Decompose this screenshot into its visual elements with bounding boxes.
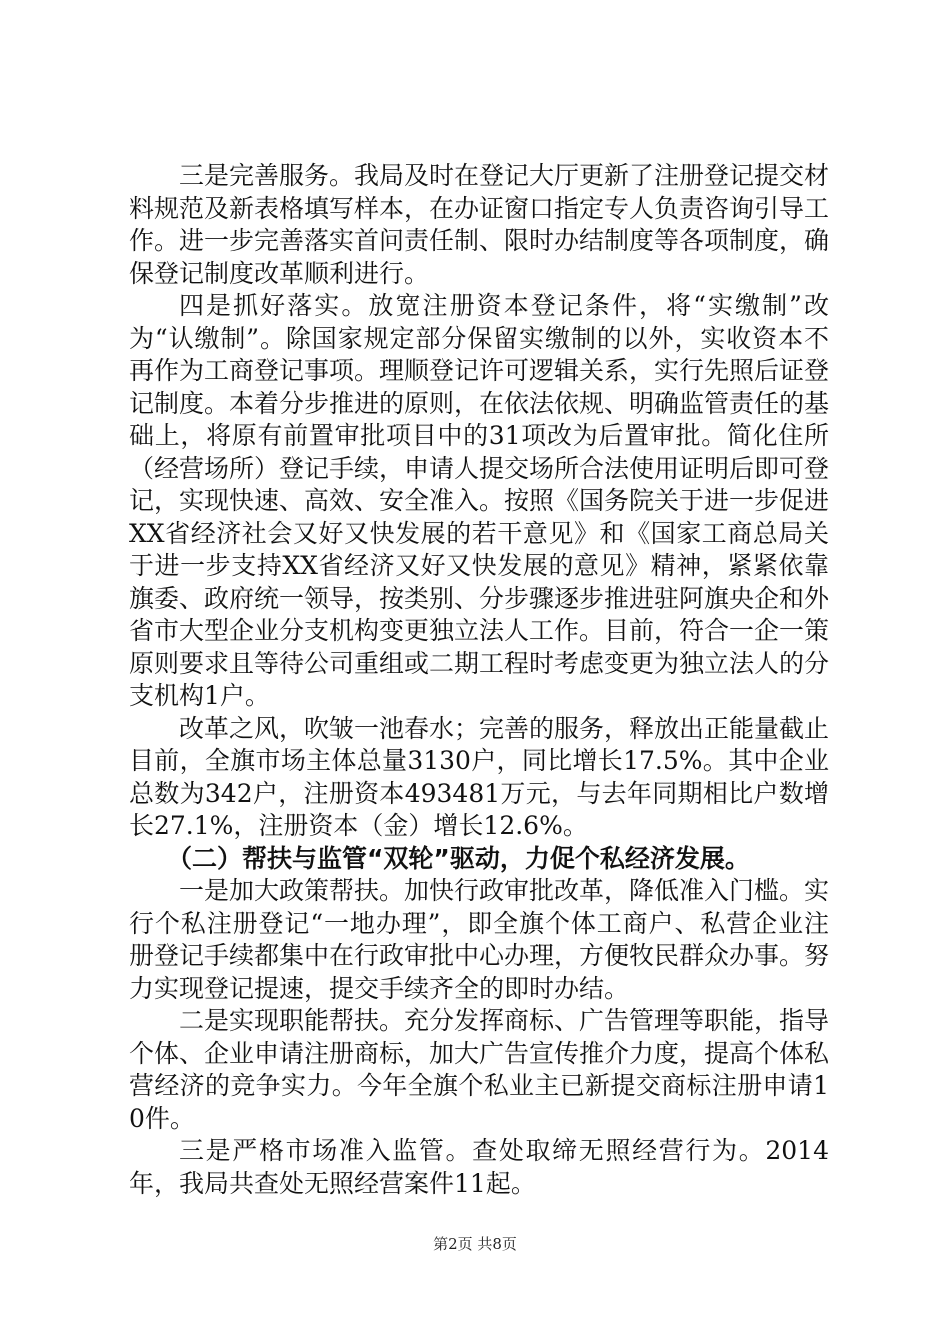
paragraph-implementation: 四是抓好落实。放宽注册资本登记条件，将“实缴制”改为“认缴制”。除国家规定部分保留实缴制的以外，实收资本不再作为工商登记事项。理顺登记许可逻辑关系，实行先照后证登记制度。本着分步推进的原则，在依法依规、明确监管责任的基础上，将原有前置审批项目中的31项改为后置审批。简化住所（经营场所）登记手续，申请人提交场所合法使用证明后即可登记，实现快速、高效、安全准入。按照《国务院关于进一步促进XX省经济社会又好又快发展的若干意见》和《国家工商总局关于进一步支持XX省经济又好又快发展的意见》精神，紧紧依靠旗委、政府统一领导，按类别、分步骤逐步推进驻阿旗央企和外省市大型企业分支机构变更独立法人工作。目前，符合一企一策原则要求且等待公司重组或二期工程时考虑变更为独立法人的分支机构1户。: [129, 291, 830, 710]
paragraph-function-support: 二是实现职能帮扶。充分发挥商标、广告管理等职能，指导个体、企业申请注册商标，加大广告宣传推介力度，提高个体私营经济的竞争实力。今年全旗个私业主已新提交商标注册申请10件。: [129, 1006, 830, 1133]
paragraph-reform-results: 改革之风，吹皱一池春水；完善的服务，释放出正能量截止目前，全旗市场主体总量3130户，同比增长17.5%。其中企业总数为342户，注册资本493481万元，与去年同期相比户数增长27.1%，注册资本（金）增长12.6%。: [129, 713, 830, 840]
paragraph-improve-service: 三是完善服务。我局及时在登记大厅更新了注册登记提交材料规范及新表格填写样本，在办证窗口指定专人负责咨询引导工作。进一步完善落实首问责任制、限时办结制度等各项制度，确保登记制度改革顺利进行。: [129, 161, 830, 288]
paragraph-market-supervision: 三是严格市场准入监管。查处取缔无照经营行为。2014年，我局共查处无照经营案件11起。: [129, 1136, 829, 1198]
paragraph-policy-support: 一是加大政策帮扶。加快行政审批改革，降低准入门槛。实行个私注册登记“一地办理”，即全旗个体工商户、私营企业注册登记手续都集中在行政审批中心办理，方便牧民群众办事。努力实现登记提速，提交手续齐全的即时办结。: [129, 876, 830, 1003]
document-body: [129, 160, 829, 1200]
page-footer: 第2页 共8页: [433, 1235, 517, 1253]
section-heading: （二）帮扶与监管“双轮”驱动，力促个私经济发展。: [167, 843, 750, 873]
